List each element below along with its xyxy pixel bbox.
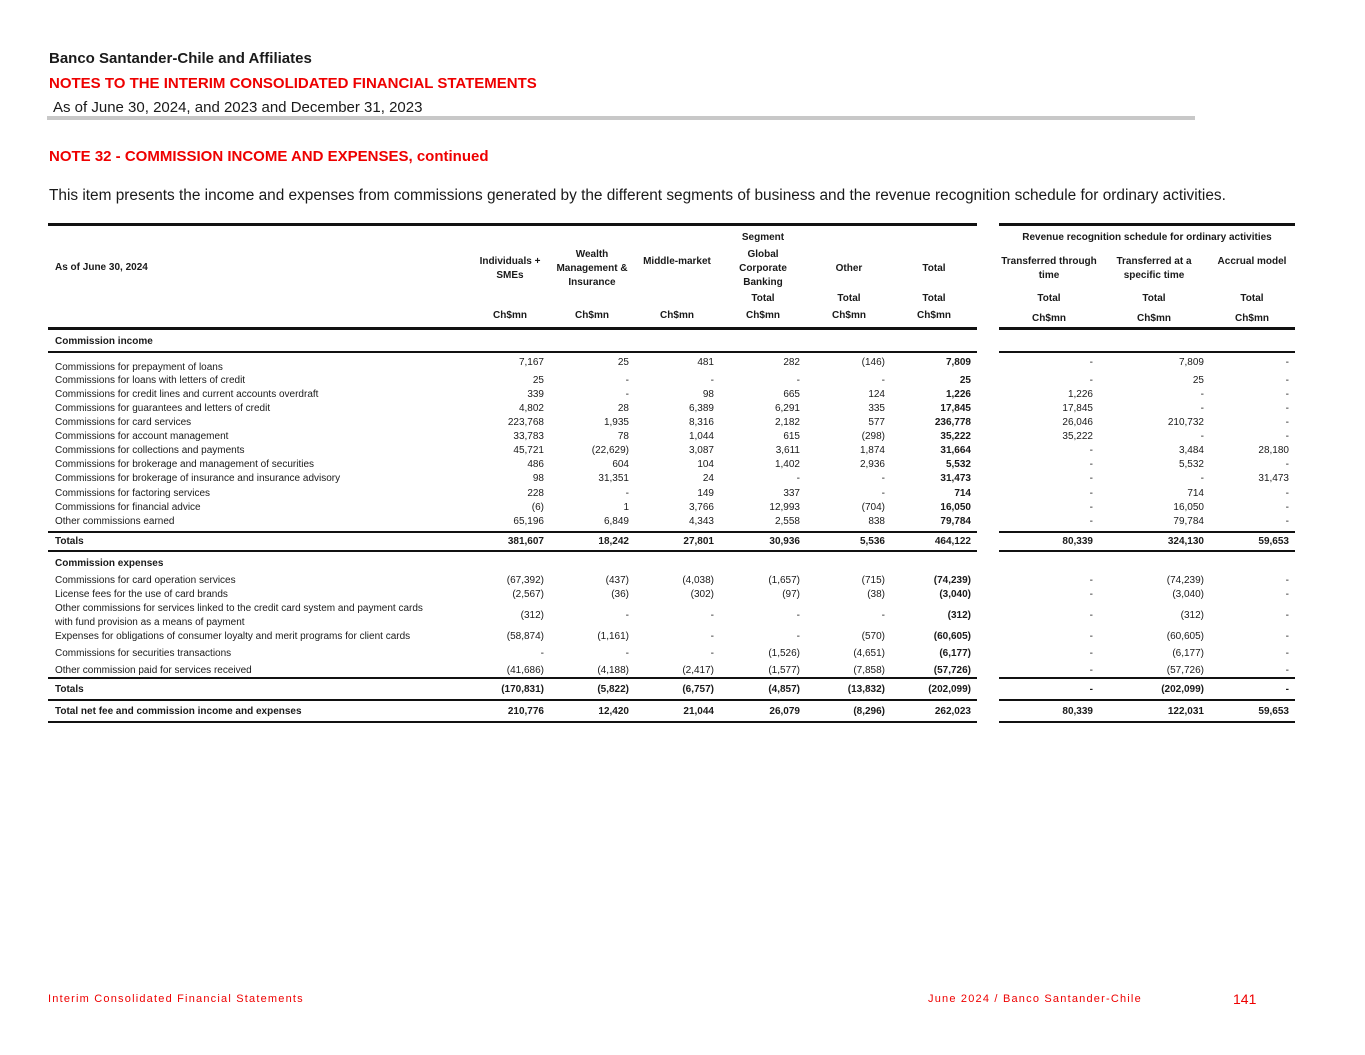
income-row-value: 25 [532, 375, 544, 386]
column-total-label: Total [837, 293, 861, 304]
income-row-value: - [625, 375, 629, 386]
income-row-value: - [625, 488, 629, 499]
income-row-value: 31,664 [940, 445, 971, 456]
income-row-value: - [1089, 459, 1093, 470]
income-row-value: 35,222 [940, 431, 971, 442]
income-total-value: 59,653 [1258, 536, 1289, 547]
income-total-value: 324,130 [1167, 536, 1204, 547]
income-row-value: 3,766 [688, 502, 714, 513]
expense-row-value: (2,417) [682, 665, 714, 676]
income-row-value: 25 [617, 357, 629, 368]
net-totals-bottom-rule-left [48, 721, 977, 723]
expense-row-value: - [881, 610, 885, 621]
income-row-value: - [796, 473, 800, 484]
income-row-value: 4,802 [518, 403, 544, 414]
income-row-value: 26,046 [1062, 417, 1093, 428]
expense-row-value: (570) [861, 631, 885, 642]
income-row-value: 7,167 [518, 357, 544, 368]
income-row-value: (704) [861, 502, 885, 513]
expense-row-value: (312) [1180, 610, 1204, 621]
income-row-value: 1 [623, 502, 629, 513]
expense-row-value: (38) [867, 589, 885, 600]
expense-total-value: (5,822) [597, 684, 629, 695]
expense-row-label: Commissions for card operation services [55, 575, 236, 586]
income-row-value: 210,732 [1167, 417, 1204, 428]
income-total-value: 30,936 [769, 536, 800, 547]
income-row-value: 1,874 [859, 445, 885, 456]
income-row-value: 337 [783, 488, 800, 499]
income-row-value: 17,845 [1062, 403, 1093, 414]
expense-row-value: - [625, 648, 629, 659]
table-top-rule-right [999, 223, 1295, 226]
income-row-value: - [1285, 431, 1289, 442]
page-number: 141 [1233, 991, 1257, 1007]
income-row-value: - [1200, 389, 1204, 400]
expense-totals-bottom-rule-right [999, 699, 1295, 701]
income-row-value: 486 [527, 459, 544, 470]
expense-row-value: (36) [611, 589, 629, 600]
column-total-label: Total [1142, 293, 1166, 304]
income-row-label: Other commissions earned [55, 516, 175, 527]
column-total-label: Total [751, 293, 775, 304]
expense-total-value: (13,832) [847, 684, 885, 695]
income-row-value: - [796, 375, 800, 386]
income-row-value: 7,809 [1178, 357, 1204, 368]
column-header: Accrual model [1217, 256, 1287, 267]
income-row-label: Commissions for loans with letters of credit [55, 375, 246, 386]
income-row-label: Commissions for financial advice [55, 502, 201, 513]
expense-row-value: - [540, 648, 544, 659]
income-row-value: 31,473 [940, 473, 971, 484]
income-row-value: 714 [1187, 488, 1204, 499]
net-totals-bottom-rule-right [999, 721, 1295, 723]
income-totals-top-rule-right [999, 531, 1295, 533]
income-row-value: 1,402 [774, 459, 800, 470]
expense-row-value: (74,239) [933, 575, 971, 586]
income-total-value: 5,536 [859, 536, 885, 547]
expense-row-value: - [710, 631, 714, 642]
expense-row-value: (60,605) [1166, 631, 1204, 642]
income-row-value: 124 [868, 389, 885, 400]
header-divider [47, 116, 1195, 120]
income-row-label: Commissions for prepayment of loans [55, 362, 223, 373]
column-header: Total [922, 263, 946, 274]
footer-left: Interim Consolidated Financial Statements [48, 993, 304, 1005]
income-row-value: 12,993 [769, 502, 800, 513]
income-row-value: 6,291 [774, 403, 800, 414]
income-row-value: 2,936 [859, 459, 885, 470]
expense-row-value: (1,577) [768, 665, 800, 676]
expense-row-label-line2: with fund provision as a means of payment [55, 617, 245, 628]
income-total-value: 381,607 [507, 536, 544, 547]
expense-row-value: (67,392) [506, 575, 544, 586]
expense-row-value: (1,526) [768, 648, 800, 659]
expense-row-value: (437) [605, 575, 629, 586]
income-row-value: - [881, 375, 885, 386]
income-totals-top-rule-left [48, 531, 977, 533]
income-row-value: (146) [861, 357, 885, 368]
income-row-value: - [1285, 502, 1289, 513]
income-row-value: 6,849 [603, 516, 629, 527]
expense-row-value: - [1285, 589, 1289, 600]
income-row-value: 31,351 [598, 473, 629, 484]
expense-totals-top-rule-right [999, 677, 1295, 679]
expense-row-value: (1,657) [768, 575, 800, 586]
segment-group-header: Segment [741, 232, 785, 243]
net-total-value: 59,653 [1258, 706, 1289, 717]
expense-row-value: (312) [947, 610, 971, 621]
income-row-value: - [1285, 389, 1289, 400]
expense-total-value: (202,099) [1161, 684, 1204, 695]
column-header: Global Corporate Banking [739, 249, 787, 288]
income-row-value: - [1089, 502, 1093, 513]
column-header: Middle-market [643, 256, 711, 267]
expense-row-value: - [1285, 648, 1289, 659]
income-row-label: Commissions for brokerage of insurance and insurance advisory [55, 473, 341, 484]
income-row-value: - [1089, 445, 1093, 456]
income-section-title: Commission income [55, 336, 153, 347]
income-row-value: 2,558 [774, 516, 800, 527]
income-row-value: 1,226 [1067, 389, 1093, 400]
income-row-value: 98 [532, 473, 544, 484]
expense-row-value: - [1285, 631, 1289, 642]
column-header: Individuals + SMEs [479, 256, 541, 281]
income-row-value: (22,629) [591, 445, 629, 456]
column-header: Wealth Management & Insurance [556, 249, 628, 288]
column-unit: Ch$mn [746, 310, 780, 321]
income-row-value: - [1285, 417, 1289, 428]
expense-row-value: (60,605) [933, 631, 971, 642]
income-row-label: Commissions for account management [55, 431, 229, 442]
income-section-rule-left [48, 351, 977, 353]
income-row-value: - [1285, 488, 1289, 499]
income-row-value: - [1089, 473, 1093, 484]
expense-row-value: (3,040) [939, 589, 971, 600]
column-unit: Ch$mn [1032, 313, 1066, 324]
expense-row-value: (4,651) [853, 648, 885, 659]
income-row-value: (6) [531, 502, 544, 513]
income-totals-label: Totals [55, 536, 84, 547]
expense-totals-label: Totals [55, 684, 84, 695]
expense-row-value: (4,188) [597, 665, 629, 676]
net-total-value: 262,023 [934, 706, 971, 717]
column-unit: Ch$mn [1137, 313, 1171, 324]
expense-row-value: - [1089, 631, 1093, 642]
income-row-value: - [1200, 403, 1204, 414]
expense-row-value: - [1089, 589, 1093, 600]
income-row-value: 25 [959, 375, 971, 386]
expense-row-value: (97) [782, 589, 800, 600]
net-total-value: 21,044 [683, 706, 714, 717]
expense-row-value: (74,239) [1166, 575, 1204, 586]
income-total-value: 464,122 [934, 536, 971, 547]
income-row-value: 228 [527, 488, 544, 499]
expense-total-value: (170,831) [501, 684, 544, 695]
column-total-label: Total [922, 293, 946, 304]
income-row-value: 104 [697, 459, 714, 470]
column-total-label: Total [1037, 293, 1061, 304]
income-row-value: 604 [612, 459, 629, 470]
expense-row-value: - [1089, 575, 1093, 586]
expense-row-label: Other commissions for services linked to the credit card system and payment cards [55, 603, 423, 614]
income-row-value: 16,050 [940, 502, 971, 513]
expense-row-value: - [1089, 665, 1093, 676]
income-row-value: 98 [702, 389, 714, 400]
income-row-value: 65,196 [513, 516, 544, 527]
income-row-value: 5,532 [945, 459, 971, 470]
expense-row-value: (57,726) [1166, 665, 1204, 676]
income-row-value: - [1089, 375, 1093, 386]
income-row-value: - [1200, 473, 1204, 484]
expense-row-value: (4,038) [682, 575, 714, 586]
income-row-value: 35,222 [1062, 431, 1093, 442]
header-bottom-rule-left [48, 327, 977, 330]
expense-row-value: (3,040) [1172, 589, 1204, 600]
expense-row-label: Expenses for obligations of consumer loyalty and merit programs for client cards [55, 631, 411, 642]
income-row-value: 33,783 [513, 431, 544, 442]
column-header: Other [835, 263, 863, 274]
income-row-value: 577 [868, 417, 885, 428]
net-total-value: 210,776 [507, 706, 544, 717]
income-row-value: 838 [868, 516, 885, 527]
income-row-value: 481 [697, 357, 714, 368]
revenue-group-header: Revenue recognition schedule for ordinary activities [1022, 232, 1272, 243]
expense-row-value: - [1285, 575, 1289, 586]
expense-row-value: (6,177) [1172, 648, 1204, 659]
net-total-value: 80,339 [1062, 706, 1093, 717]
company-name: Banco Santander-Chile and Affiliates [49, 50, 312, 67]
income-row-value: 149 [697, 488, 714, 499]
income-row-value: - [1285, 403, 1289, 414]
income-row-value: 79,784 [1173, 516, 1204, 527]
income-row-value: 1,044 [688, 431, 714, 442]
column-header: Transferred through time [1001, 256, 1097, 281]
income-row-value: - [1285, 459, 1289, 470]
income-row-value: - [1089, 357, 1093, 368]
income-row-value: 6,389 [688, 403, 714, 414]
income-row-value: - [1089, 516, 1093, 527]
income-row-value: 615 [783, 431, 800, 442]
expense-row-value: - [1285, 610, 1289, 621]
income-totals-bottom-rule-left [48, 550, 977, 552]
note-title: NOTE 32 - COMMISSION INCOME AND EXPENSES, continued [49, 148, 489, 165]
income-row-value: 665 [783, 389, 800, 400]
income-row-value: 31,473 [1258, 473, 1289, 484]
income-row-value: - [1285, 357, 1289, 368]
column-unit: Ch$mn [660, 310, 694, 321]
income-row-value: 223,768 [507, 417, 544, 428]
column-unit: Ch$mn [1235, 313, 1269, 324]
expense-row-value: (2,567) [512, 589, 544, 600]
expense-row-value: (6,177) [939, 648, 971, 659]
income-row-value: 78 [617, 431, 629, 442]
income-totals-bottom-rule-right [999, 550, 1295, 552]
expense-row-label: Other commission paid for services received [55, 665, 252, 676]
income-row-value: 25 [1192, 375, 1204, 386]
as-of-label: As of June 30, 2024 [55, 262, 148, 273]
income-row-value: 339 [527, 389, 544, 400]
column-unit: Ch$mn [575, 310, 609, 321]
expense-row-value: (57,726) [933, 665, 971, 676]
column-header: Transferred at a specific time [1116, 256, 1192, 281]
expense-total-value: - [1089, 684, 1093, 695]
income-row-value: 3,611 [775, 445, 800, 456]
income-row-value: - [881, 488, 885, 499]
income-row-value: - [1285, 375, 1289, 386]
income-row-value: 24 [702, 473, 714, 484]
income-row-value: 236,778 [934, 417, 971, 428]
expense-row-value: - [625, 610, 629, 621]
income-row-value: 79,784 [940, 516, 971, 527]
income-row-label: Commissions for card services [55, 417, 192, 428]
table-top-rule-left [48, 223, 977, 226]
income-row-label: Commissions for collections and payments [55, 445, 245, 456]
expense-row-value: - [710, 610, 714, 621]
expense-row-value: - [1285, 665, 1289, 676]
income-total-value: 18,242 [598, 536, 629, 547]
notes-title: NOTES TO THE INTERIM CONSOLIDATED FINANCIAL STATEMENTS [49, 75, 537, 92]
expense-row-value: - [710, 648, 714, 659]
expense-total-value: - [1285, 684, 1289, 695]
net-total-value: 122,031 [1167, 706, 1204, 717]
income-row-value: 3,087 [688, 445, 714, 456]
net-total-value: 26,079 [769, 706, 800, 717]
income-row-value: 45,721 [513, 445, 544, 456]
income-row-value: 28 [617, 403, 629, 414]
expense-row-value: (1,161) [597, 631, 629, 642]
expense-row-value: (312) [520, 610, 544, 621]
expense-row-value: - [1089, 648, 1093, 659]
expense-totals-bottom-rule-left [48, 699, 977, 701]
expense-row-value: (7,858) [853, 665, 885, 676]
expense-row-value: - [1089, 610, 1093, 621]
income-row-value: 17,845 [940, 403, 971, 414]
income-row-value: 16,050 [1173, 502, 1204, 513]
income-row-value: 282 [783, 357, 800, 368]
income-row-label: Commissions for guarantees and letters of credit [55, 403, 271, 414]
income-row-value: - [710, 375, 714, 386]
income-row-value: 2,182 [774, 417, 800, 428]
income-row-value: 7,809 [945, 357, 971, 368]
note-description: This item presents the income and expenses from commissions generated by the different segments of business and the revenue recognition schedule for ordinary activities. [49, 187, 1226, 204]
income-row-value: - [1200, 431, 1204, 442]
expense-row-value: (58,874) [506, 631, 544, 642]
net-total-value: (8,296) [853, 706, 885, 717]
income-row-value: 8,316 [688, 417, 714, 428]
income-row-value: - [881, 473, 885, 484]
income-row-value: - [1285, 516, 1289, 527]
income-row-value: 714 [954, 488, 971, 499]
income-row-value: (298) [861, 431, 885, 442]
expense-row-value: - [796, 631, 800, 642]
footer-right: June 2024 / Banco Santander-Chile [928, 993, 1142, 1005]
expense-total-value: (4,857) [768, 684, 800, 695]
column-unit: Ch$mn [493, 310, 527, 321]
income-row-label: Commissions for credit lines and current accounts overdraft [55, 389, 319, 400]
header-bottom-rule-right [999, 327, 1295, 330]
income-row-value: 28,180 [1258, 445, 1289, 456]
expense-row-value: (41,686) [506, 665, 544, 676]
as-of-date: As of June 30, 2024, and 2023 and December 31, 2023 [53, 99, 423, 116]
column-unit: Ch$mn [832, 310, 866, 321]
income-row-value: 335 [868, 403, 885, 414]
income-total-value: 27,801 [683, 536, 714, 547]
expense-row-label: License fees for the use of card brands [55, 589, 228, 600]
income-row-label: Commissions for brokerage and management of securities [55, 459, 315, 470]
expense-row-label: Commissions for securities transactions [55, 648, 232, 659]
income-row-value: - [625, 389, 629, 400]
expense-row-value: (715) [861, 575, 885, 586]
income-row-value: 4,343 [688, 516, 714, 527]
income-row-value: 1,935 [603, 417, 629, 428]
income-row-value: 1,226 [945, 389, 971, 400]
income-row-value: 5,532 [1178, 459, 1204, 470]
net-totals-label: Total net fee and commission income and expenses [55, 706, 302, 717]
expense-row-value: (302) [690, 589, 714, 600]
income-row-value: - [1089, 488, 1093, 499]
income-total-value: 80,339 [1062, 536, 1093, 547]
income-section-rule-right [999, 351, 1295, 353]
income-row-label: Commissions for factoring services [55, 488, 211, 499]
expense-total-value: (6,757) [682, 684, 714, 695]
net-total-value: 12,420 [598, 706, 629, 717]
column-unit: Ch$mn [917, 310, 951, 321]
income-row-value: 3,484 [1178, 445, 1204, 456]
expense-section-title: Commission expenses [55, 558, 164, 569]
expense-total-value: (202,099) [928, 684, 971, 695]
expense-totals-top-rule-left [48, 677, 977, 679]
column-total-label: Total [1240, 293, 1264, 304]
expense-row-value: - [796, 610, 800, 621]
